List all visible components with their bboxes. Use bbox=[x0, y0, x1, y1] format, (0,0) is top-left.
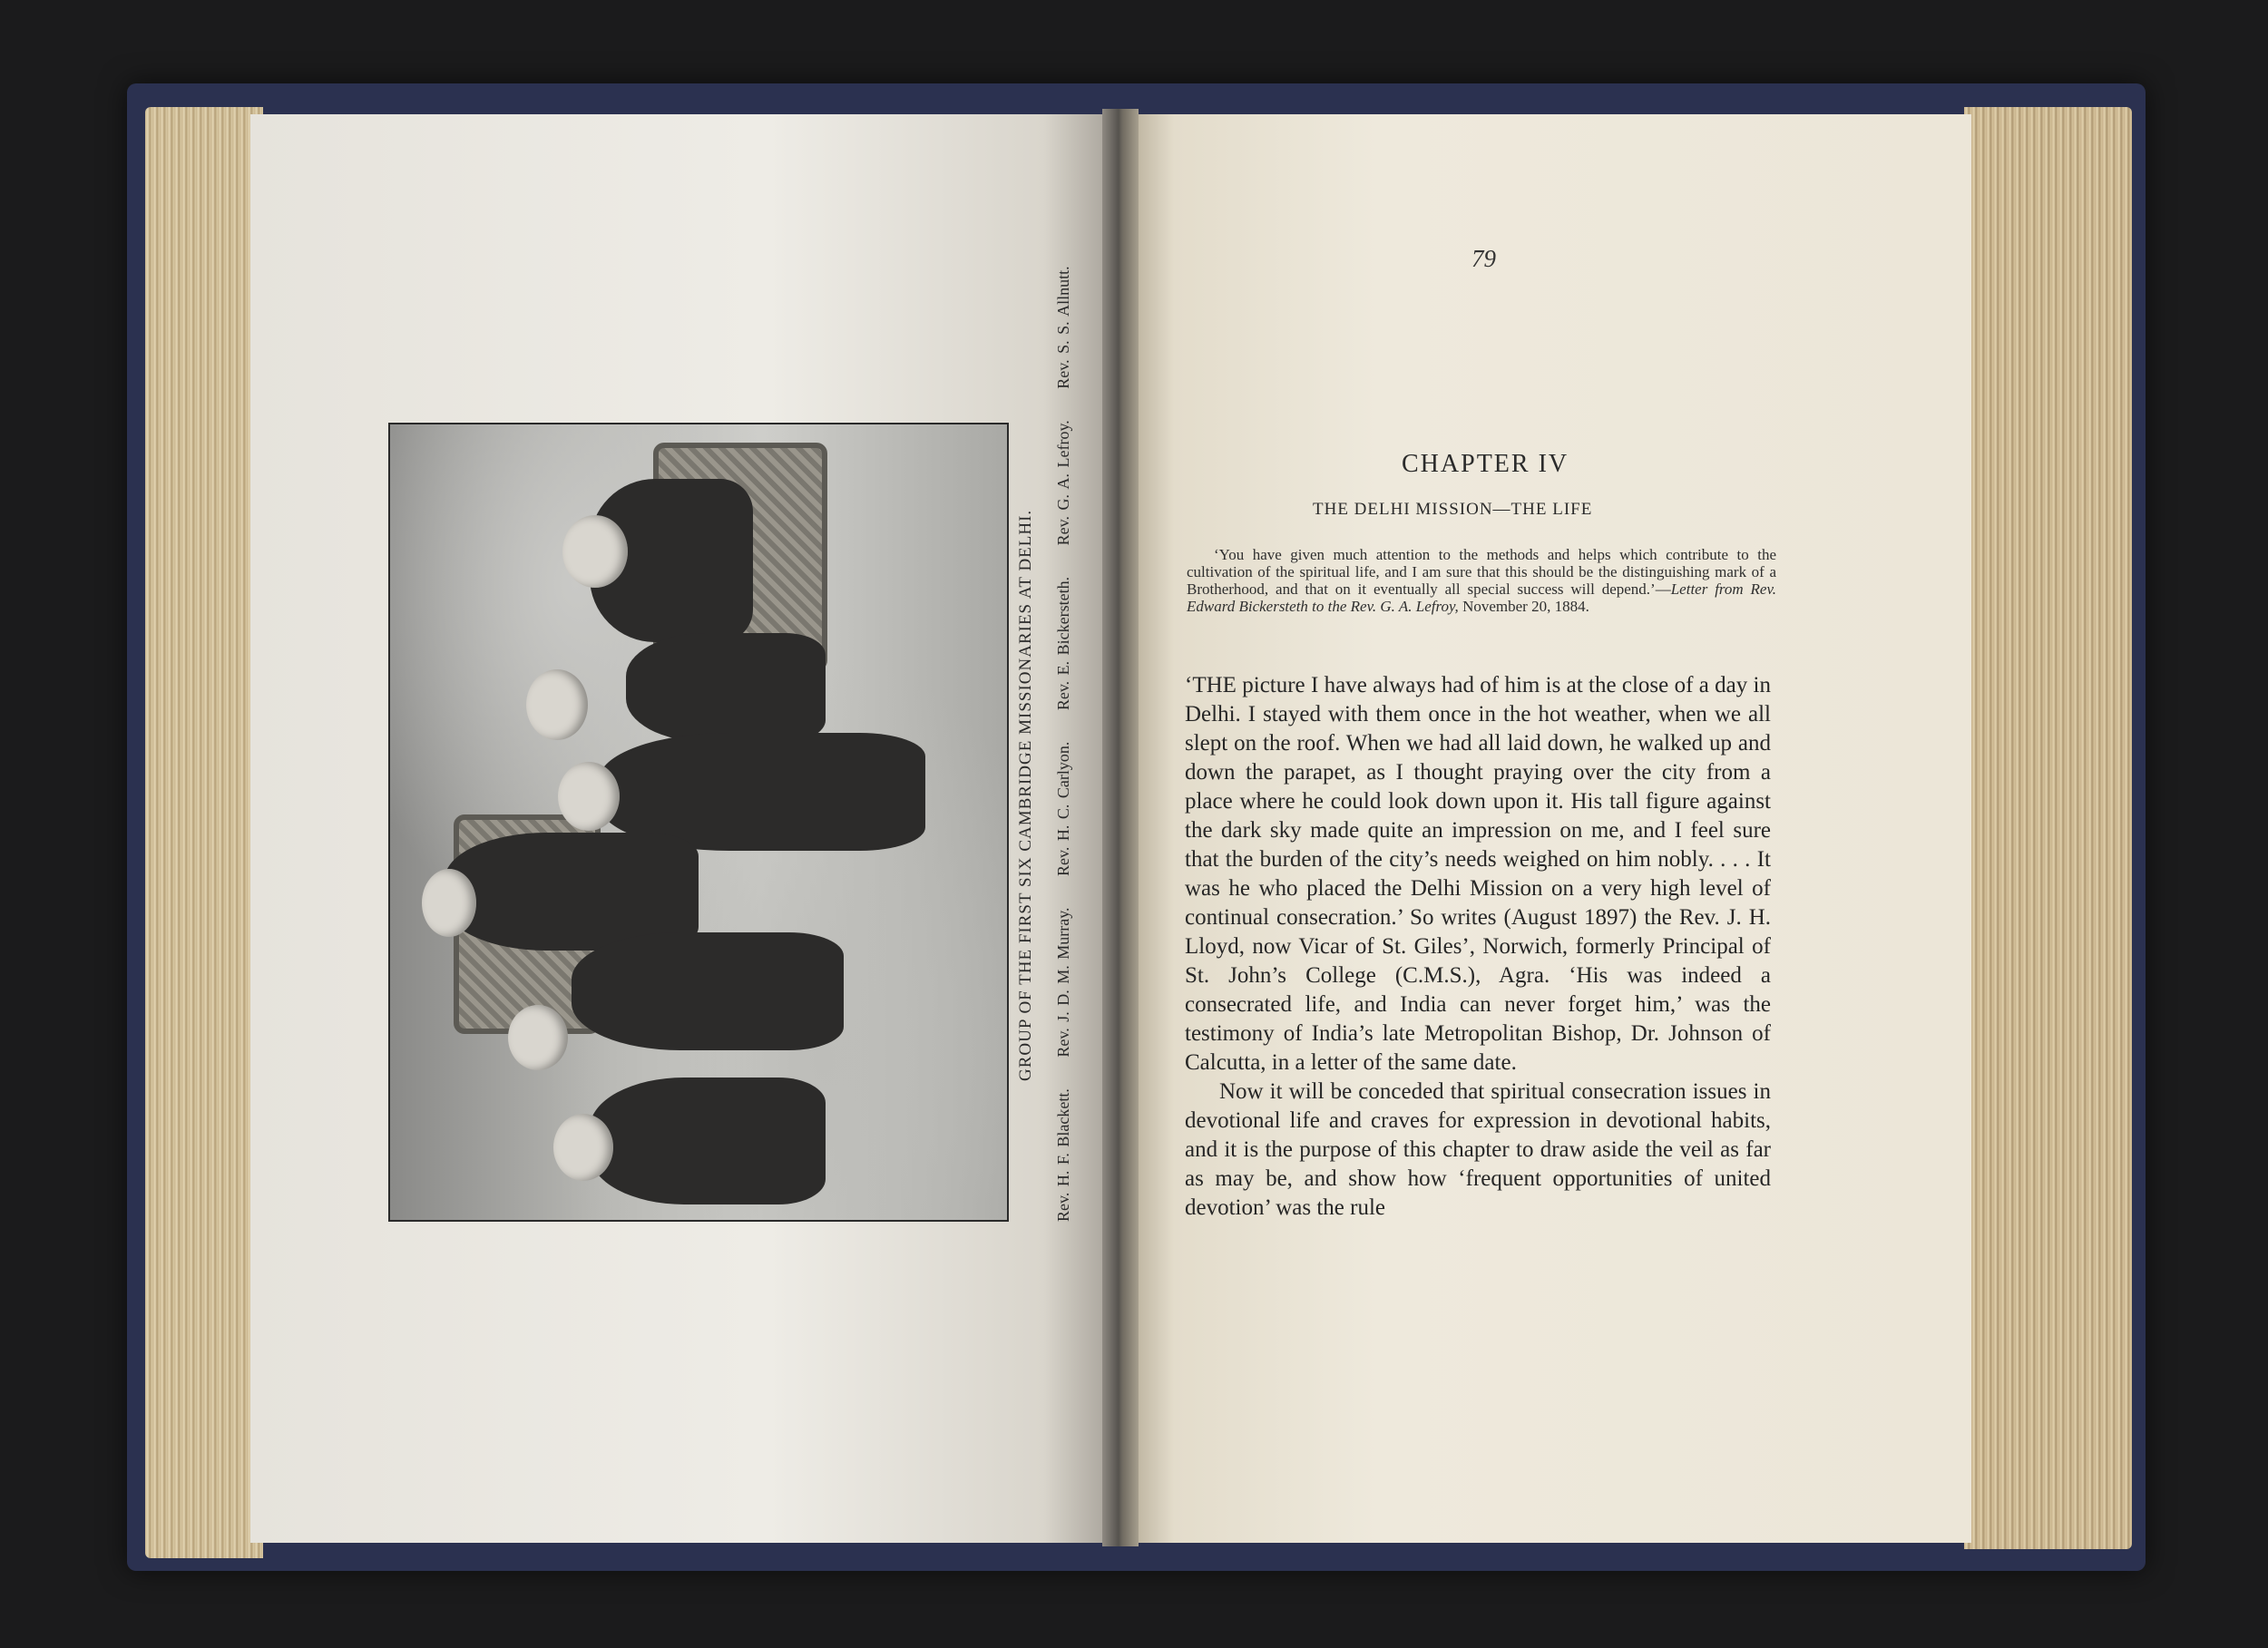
epigraph-quote: ‘You have given much attention to the methods and helps which contribute to the cultivation of the spiritual life, and I am sure that this should be the distinguishing mark of a Brotherhood, and that on it eventually all special success will depend.’— bbox=[1187, 546, 1776, 598]
paragraph: Now it will be conceded that spiritual consecration issues in devotional life and craves for expression in devotional habits, and it is the purpose of this chapter to draw aside the veil as far as may be, and show how ‘frequent opportunities of united devotion’ was the rule bbox=[1185, 1079, 1771, 1220]
group-photograph bbox=[388, 423, 1009, 1222]
caption-name: Rev. G. A. Lefroy. bbox=[1054, 420, 1072, 546]
epigraph bbox=[1187, 546, 1776, 615]
epigraph-date: November 20, 1884. bbox=[1458, 598, 1589, 615]
book-gutter bbox=[1102, 109, 1139, 1546]
caption-name: Rev. H. F. Blackett. bbox=[1054, 1088, 1072, 1222]
epigraph-source: Letter from Rev. Edward Bickersteth to the Rev. G. A. Lefroy, bbox=[1187, 580, 1776, 615]
figure-head bbox=[422, 869, 476, 937]
figure bbox=[572, 932, 844, 1050]
plate-caption-title: GROUP OF THE FIRST SIX CAMBRIDGE MISSIONARIES AT DELHI. bbox=[1016, 509, 1035, 1081]
caption-name: Rev. J. D. M. Murray. bbox=[1054, 907, 1072, 1058]
body-text bbox=[1185, 671, 1771, 1223]
caption-name: Rev. S. S. Allnutt. bbox=[1054, 266, 1072, 389]
figure-head bbox=[562, 515, 628, 588]
figure-head bbox=[558, 762, 620, 831]
plate-caption-names bbox=[1054, 240, 1073, 1222]
caption-name: Rev. H. C. Carlyon. bbox=[1054, 741, 1072, 876]
page-edges-right bbox=[1964, 107, 2132, 1549]
chapter-subtitle: THE DELHI MISSION—THE LIFE bbox=[1313, 500, 1593, 519]
figure-head bbox=[508, 1005, 568, 1070]
figure bbox=[590, 1078, 826, 1204]
figure bbox=[626, 633, 826, 742]
paragraph: ‘THE picture I have always had of him is at the close of a day in Delhi. I stayed with them once in the hot weather, when we all slept on the roof. When we had all laid down, he walked up and down the parapet, as I thought praying over the city from a place where he could look down upon it. His tall figure against the dark sky made quite an impression on me, and I feel sure that the burden of the city’s needs weighed on him nobly. . . . It was he who placed the Delhi Mission on a very high level of continual consecration.’ So writes (August 1897) the Rev. J. H. Lloyd, now Vicar of St. Giles’, Norwich, formerly Principal of St. John’s College (C.M.S.), Agra. ‘His was indeed a consecrated life, and India can never forget him,’ was the testimony of India’s late Metropolitan Bishop, Dr. Johnson of Calcutta, in a letter of the same date. bbox=[1185, 673, 1771, 1075]
caption-name: Rev. E. Bickersteth. bbox=[1054, 576, 1072, 711]
page-edges-left bbox=[145, 107, 263, 1558]
chapter-title: CHAPTER IV bbox=[1402, 450, 1569, 478]
figure-head bbox=[553, 1114, 613, 1181]
figure-head bbox=[526, 669, 588, 740]
page-number: 79 bbox=[1471, 245, 1496, 272]
